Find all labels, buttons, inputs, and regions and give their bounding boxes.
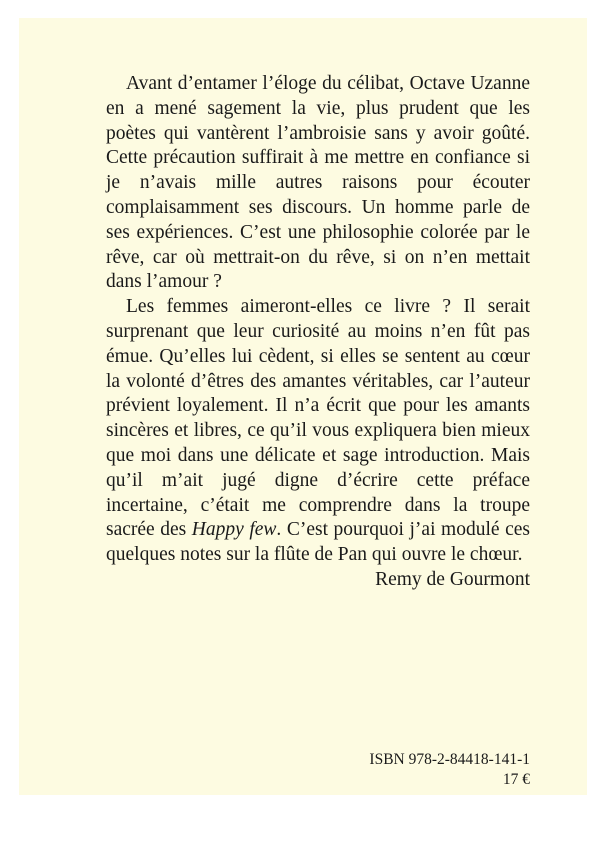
price: 17 € [502, 771, 530, 788]
paragraph-2-text-start: Les femmes aimeront-elles ce livre ? Il serait surprenant que leur curiosité au moins n’en fût pas émue. Qu’elles lui cèdent, si elles se sentent au cœur la volonté d’êtres des amantes véritables, car l’auteur prévient loyalement. Il n’a écrit que pour les amants sincères et libres, ce qu’il vous expliquera bien mieux que moi dans une délicate et sage introduction. Mais qu’il m’ait jugé digne d’écrire cette préface incertaine, c’était me comprendre dans la troupe sacrée des [106, 296, 530, 541]
blurb-paragraph-2 [106, 295, 530, 568]
isbn-price-block [369, 750, 530, 790]
paragraph-2-text-end: . C’est pourquoi j’ai modulé ces quelques notes sur la flûte de Pan qui ouvre le chœur. [106, 519, 530, 566]
paragraph-2-italic-phrase: Happy few [191, 519, 277, 541]
blurb-text [106, 72, 530, 593]
blurb-paragraph-1: Avant d’entamer l’éloge du célibat, Octave Uzanne en a mené sagement la vie, plus prudent que les poètes qui vantèrent l’ambroisie sans y avoir goûté. Cette précaution suffirait à me mettre en confiance si je n’avais mille autres raisons pour écouter complaisamment ses discours. Un homme parle de ses expériences. C’est une philosophie colorée par le rêve, car où mettrait-on du rêve, si on n’en mettait dans l’amour ? [106, 73, 530, 293]
isbn-number: ISBN 978-2-84418-141-1 [369, 751, 530, 768]
preface-author-signature: Remy de Gourmont [375, 568, 530, 590]
